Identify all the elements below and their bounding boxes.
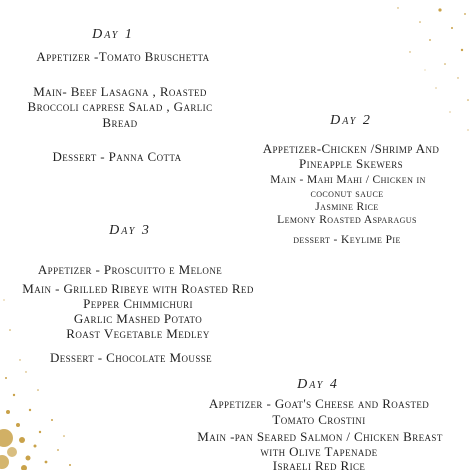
day-2-dessert: dessert - Keylime Pie [293,234,401,246]
day-3-main-line: Roast Vegetable Medley [66,326,210,341]
day-2-main-line: coconut sauce [310,188,384,200]
day-2-main-line: Jasmine Rice [315,201,379,213]
day-1-main-line: Broccoli caprese Salad , Garlic [27,99,213,114]
day-4-main-line: Main -pan Seared Salmon / Chicken Breast [197,429,443,444]
day-3-main-line: Main - Grilled Ribeye with Roasted Red [22,281,254,296]
day-4-appetizer-line: Appetizer - Goat's Cheese and Roasted [208,396,430,411]
day-2-main-line: Main - Mahi Mahi / Chicken in [270,174,426,186]
day-1-dessert: Dessert - Panna Cotta [52,149,182,164]
day-2-appetizer-line: Pineapple Skewers [298,156,404,171]
day-2-heading: Day 2 [330,113,372,128]
day-3-dessert: Dessert - Chocolate Mousse [49,350,213,365]
day-4-main-line: Israeli Red Rice [272,458,366,473]
day-1-main-line: Bread [102,115,138,130]
day-4-heading: Day 4 [297,377,339,392]
day-4-main-line: with Olive Tapenade [260,444,378,459]
day-2-main-line: Lemony Roasted Asparagus [277,214,417,226]
day-1-main-line: Main- Beef Lasagna , Roasted [33,84,207,99]
day-3-heading: Day 3 [109,223,151,238]
day-3-appetizer: Appetizer - Proscuitto e Melone [37,262,223,277]
day-1-appetizer: Appetizer -Tomato Bruschetta [36,49,210,64]
day-3-main-line: Garlic Mashed Potato [73,311,203,326]
day-3-main-line: Pepper Chimmichuri [83,296,193,311]
day-1-heading: Day 1 [92,27,134,42]
day-2-appetizer-line: Appetizer-Chicken /Shrimp And [262,141,440,156]
day-4-appetizer-line: Tomato Crostini [272,412,366,427]
